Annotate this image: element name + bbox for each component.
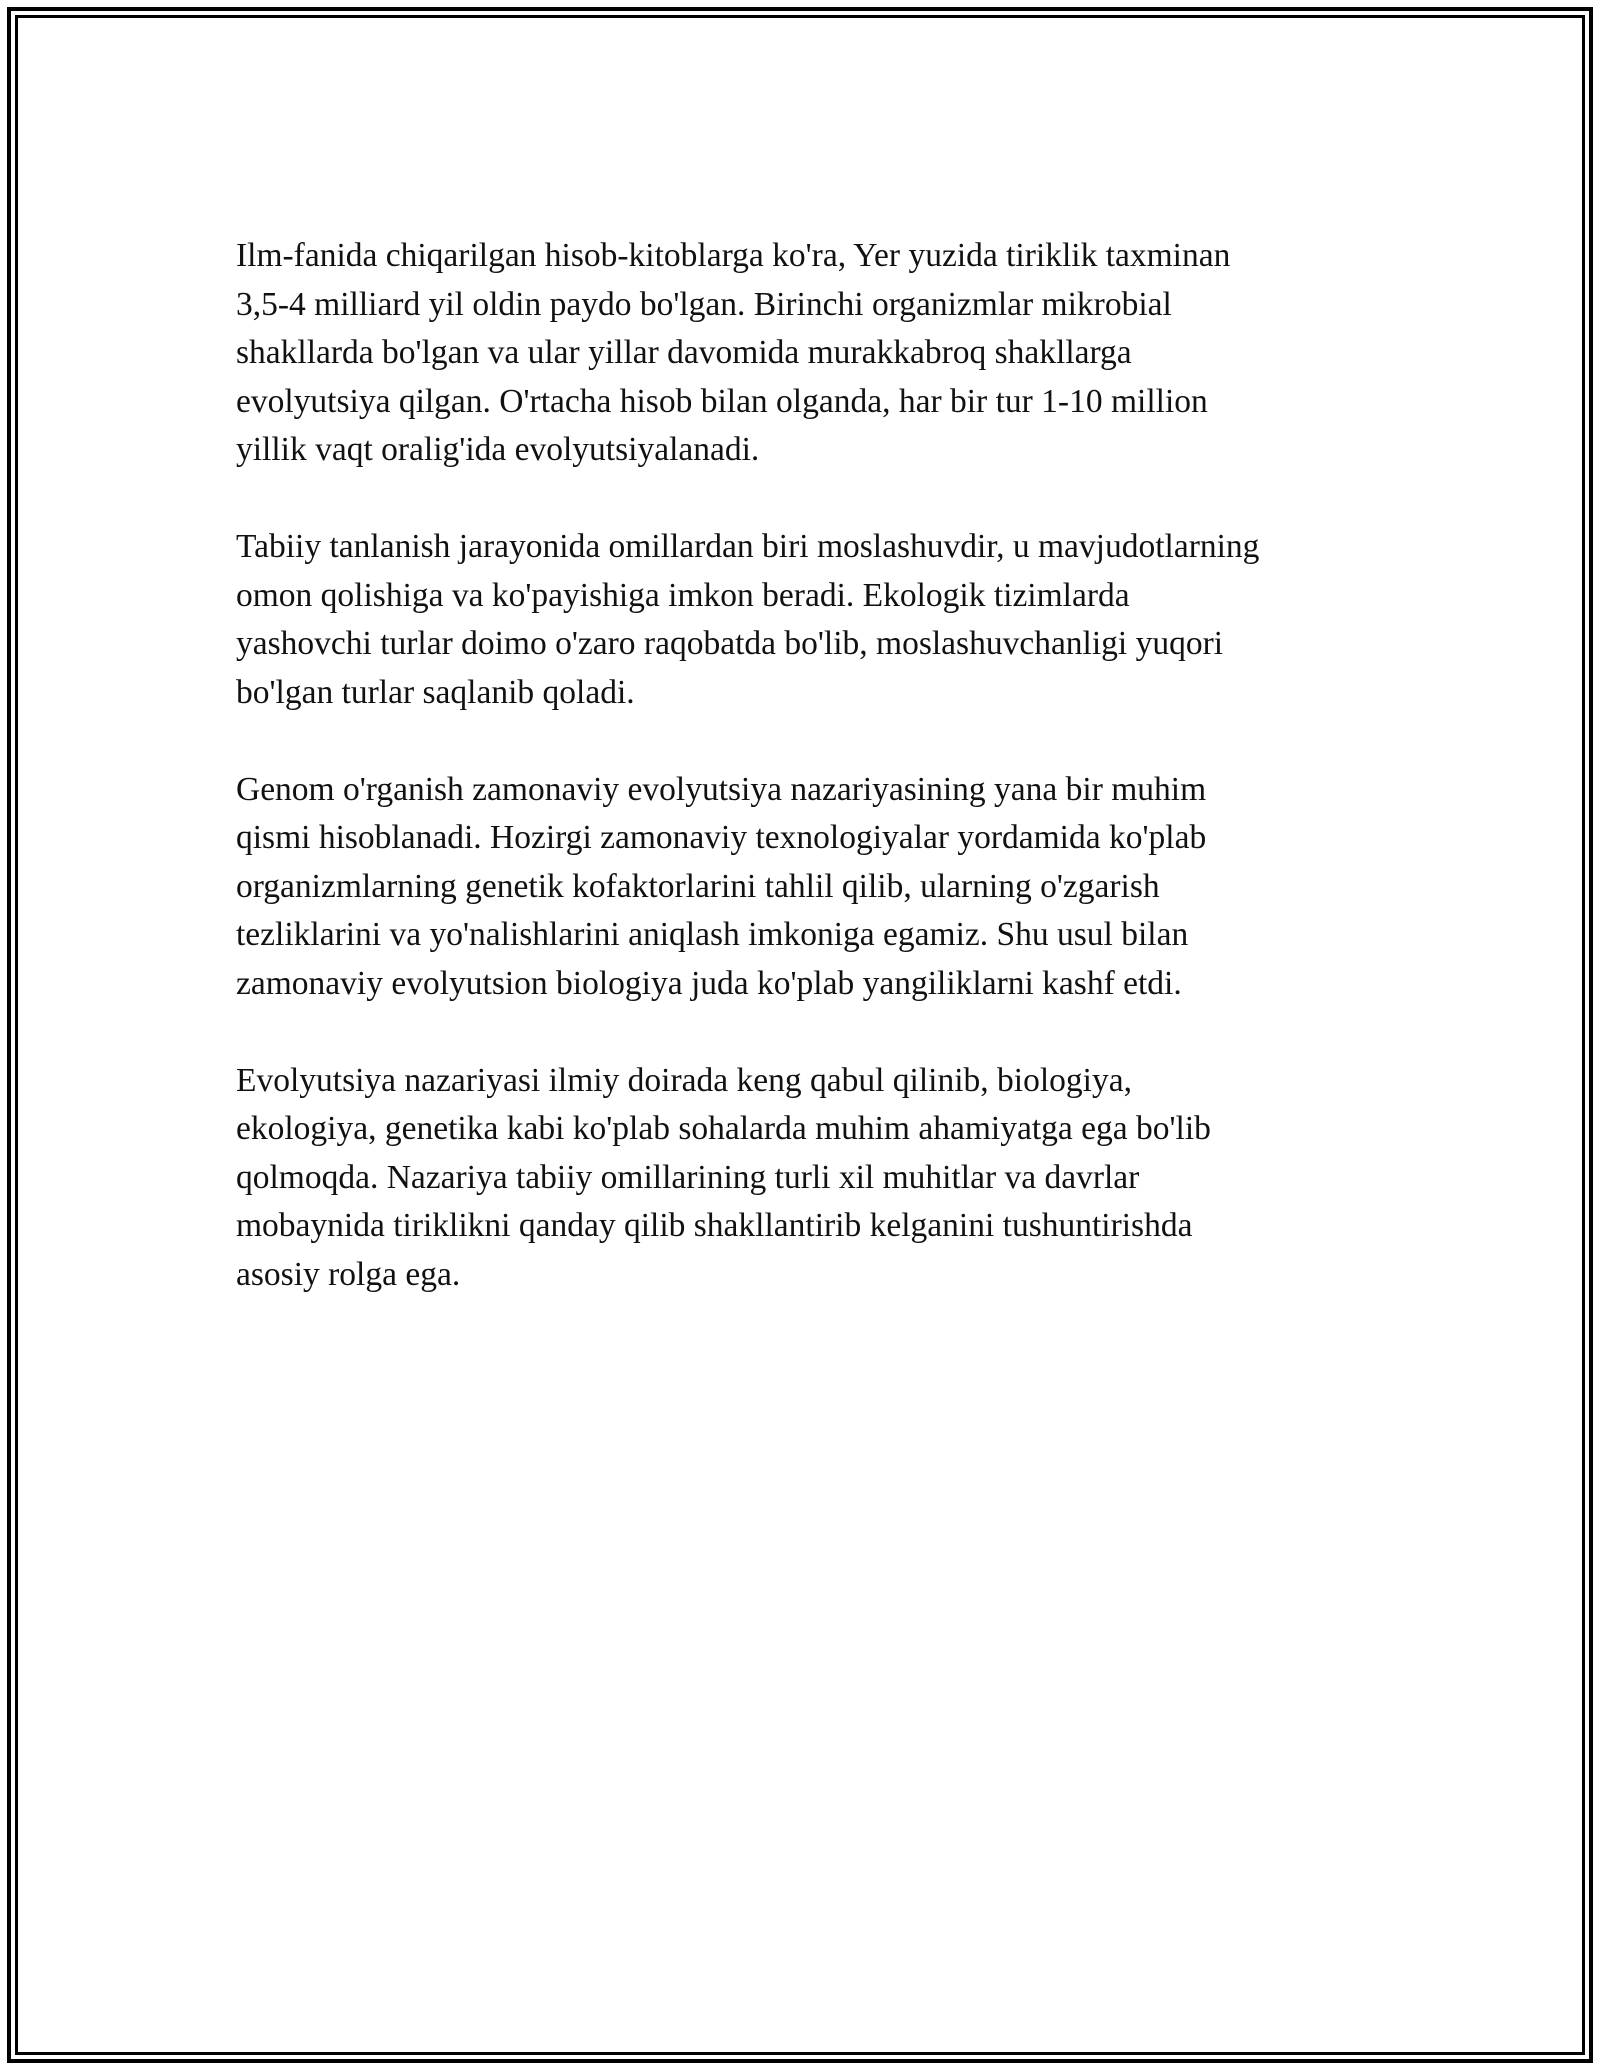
paragraph-2 — [236, 523, 1366, 717]
text-line: zamonaviy evolyutsion biologiya juda ko'plab yangiliklarni kashf etdi. — [236, 964, 1182, 1002]
text-line: yashovchi turlar doimo o'zaro raqobatda bo'lib, moslashuvchanligi yuqori — [236, 625, 1224, 662]
text-line: Evolyutsiya nazariyasi ilmiy doirada keng qabul qilinib, biologiya, — [236, 1061, 1132, 1099]
text-line: bo'lgan turlar saqlanib qoladi. — [236, 673, 635, 711]
text-line: mobaynida tiriklikni qanday qilib shakllantirib kelganini tushuntirishda — [236, 1207, 1193, 1244]
paragraph-3 — [236, 766, 1366, 1009]
text-line: asosiy rolga ega. — [236, 1255, 461, 1293]
text-line: Genom o'rganish zamonaviy evolyutsiya nazariyasining yana bir muhim — [236, 770, 1207, 808]
text-line: Tabiiy tanlanish jarayonida omillardan biri moslashuvdir, u mavjudotlarning — [236, 528, 1260, 565]
text-line: Ilm-fanida chiqarilgan hisob-kitoblarga ko'ra, Yer yuzida tiriklik taxminan — [236, 237, 1231, 274]
text-line: organizmlarning genetik kofaktorlarini tahlil qilib, ularning o'zgarish — [236, 867, 1160, 905]
text-line: qolmoqda. Nazariya tabiiy omillarining turli xil muhitlar va davrlar — [236, 1158, 1140, 1196]
text-line: 3,5-4 milliard yil oldin paydo bo'lgan. Birinchi organizmlar mikrobial — [236, 285, 1172, 323]
paragraph-1 — [236, 232, 1366, 475]
text-line: ekologiya, genetika kabi ko'plab sohalarda muhim ahamiyatga ega bo'lib — [236, 1110, 1211, 1147]
text-line: qismi hisoblanadi. Hozirgi zamonaviy texnologiyalar yordamida ko'plab — [236, 819, 1207, 856]
document-body — [236, 232, 1366, 1348]
text-line: tezliklarini va yo'nalishlarini aniqlash imkoniga egamiz. Shu usul bilan — [236, 916, 1189, 953]
text-line: omon qolishiga va ko'payishiga imkon beradi. Ekologik tizimlarda — [236, 576, 1130, 614]
paragraph-4 — [236, 1057, 1366, 1300]
text-line: shakllarda bo'lgan va ular yillar davomida murakkabroq shakllarga — [236, 334, 1132, 371]
text-line: evolyutsiya qilgan. O'rtacha hisob bilan olganda, har bir tur 1-10 million — [236, 382, 1208, 420]
text-line: yillik vaqt oralig'ida evolyutsiyalanadi. — [236, 431, 760, 468]
